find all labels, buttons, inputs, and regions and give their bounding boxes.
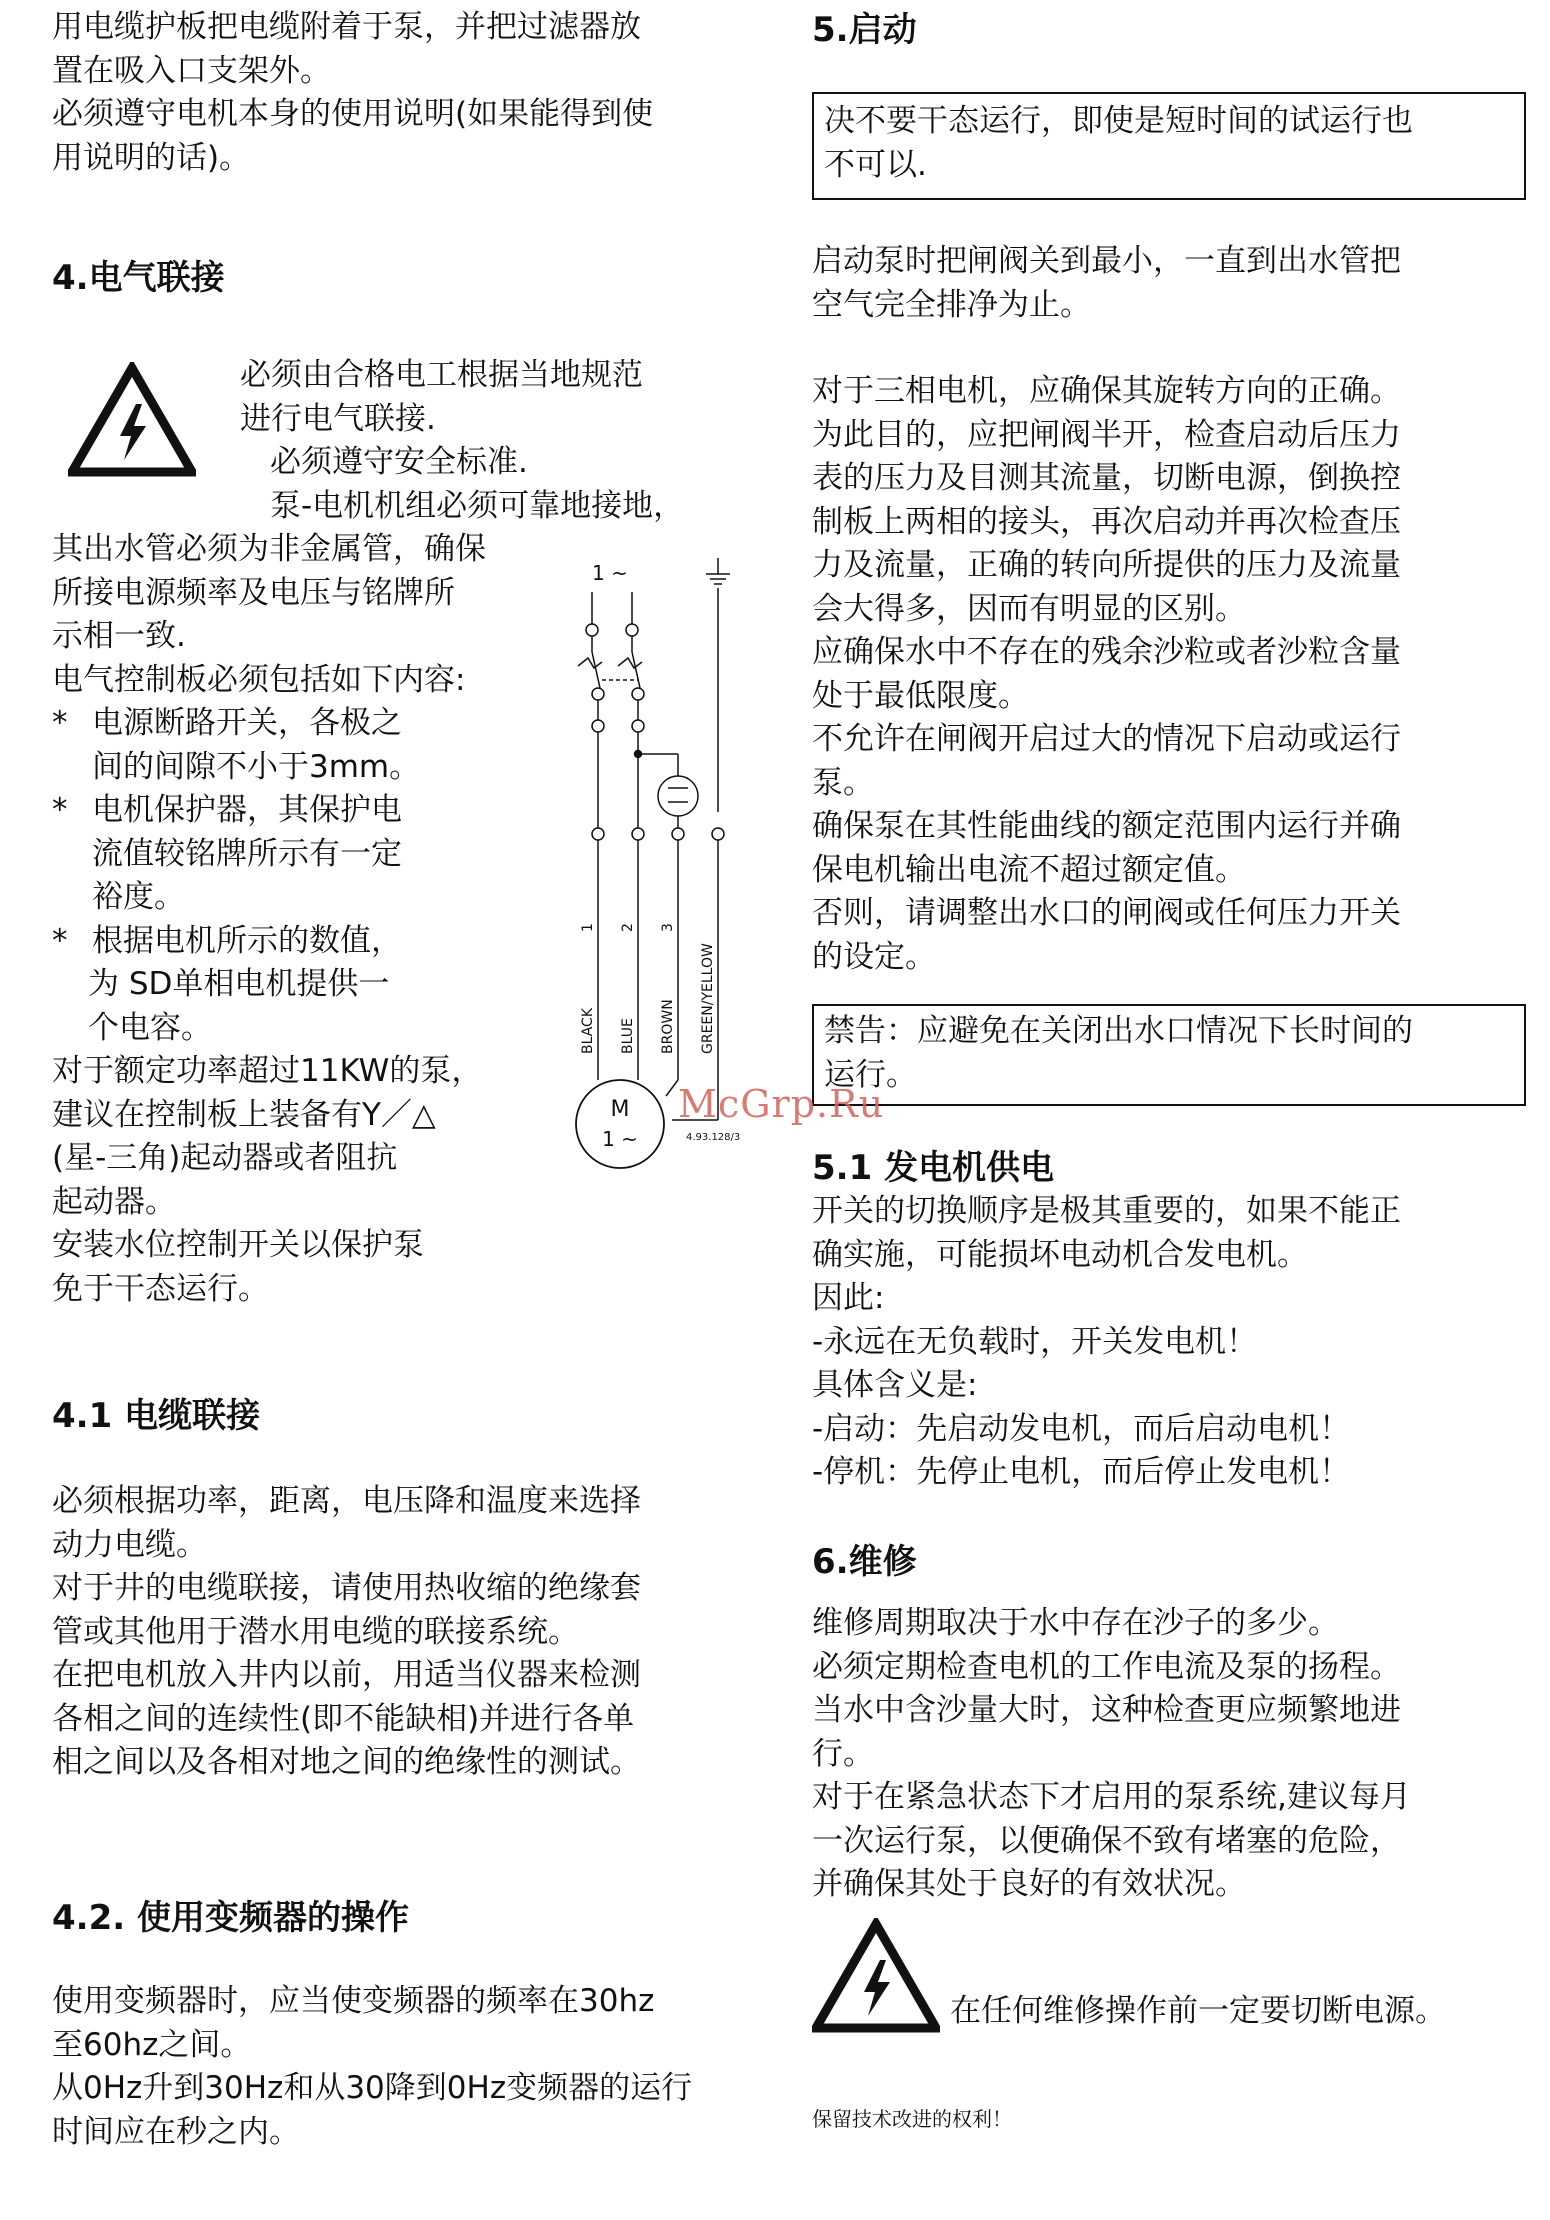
wire-number-2: 2 bbox=[620, 923, 636, 932]
text-line: 用电缆护板把电缆附着于泵，并把过滤器放 bbox=[52, 9, 641, 45]
section-6-title: 6.维修 bbox=[812, 1542, 917, 1582]
text-line: 对于额定功率超过11KW的泵， bbox=[52, 1053, 483, 1089]
maintenance-warning-text: 在任何维修操作前一定要切断电源。 bbox=[950, 1993, 1446, 2029]
bullet-item bbox=[52, 702, 486, 789]
section-4-1-body bbox=[52, 1480, 641, 1785]
text-line: 必须根据功率，距离，电压降和温度来选择 bbox=[52, 1483, 641, 1519]
text-line: 管或其他用于潜水用电缆的联接系统。 bbox=[52, 1613, 579, 1650]
text-line: 进行电气联接. bbox=[240, 400, 436, 437]
text-line: 对于在紧急状态下才启用的泵系统,建议每月 bbox=[812, 1779, 1411, 1815]
text-line: 其出水管必须为非金属管，确保 bbox=[52, 531, 486, 567]
closed-outlet-warning-box bbox=[812, 1004, 1526, 1106]
section-5-paragraph-2 bbox=[812, 370, 1401, 979]
capacitor-branch bbox=[598, 732, 698, 828]
motor-phase-label: 1 ~ bbox=[602, 1127, 638, 1151]
text-line: 使用变频器时，应当使变频器的频率在30hz bbox=[52, 1983, 655, 2019]
text-line: 决不要干态运行，即使是短时间的试运行也 bbox=[824, 103, 1413, 139]
supply-lines bbox=[592, 588, 718, 812]
text-line: 电机保护器，其保护电 bbox=[92, 792, 402, 828]
text-line: 启动泵时把闸阀关到最小，一直到出水管把 bbox=[812, 243, 1401, 279]
text-line: 一次运行泵，以便确保不致有堵塞的危险， bbox=[812, 1822, 1401, 1859]
text-line: 行。 bbox=[812, 1735, 874, 1772]
text-line: 电源断路开关，各极之 bbox=[92, 705, 402, 741]
section-5-title: 5.启动 bbox=[812, 10, 917, 50]
motor-symbol bbox=[576, 1080, 664, 1168]
text-line: 当水中含沙量大时，这种检查更应频繁地进 bbox=[812, 1692, 1401, 1728]
section-5-1-title: 5.1 发电机供电 bbox=[812, 1148, 1055, 1188]
section-4-title: 4.电气联接 bbox=[52, 258, 225, 298]
text-line: 安装水位控制开关以保护泵 bbox=[52, 1227, 424, 1263]
wire-label-green-yellow: GREEN/YELLOW bbox=[700, 943, 716, 1054]
text-line: 表的压力及目测其流量，切断电源，倒换控 bbox=[812, 460, 1401, 496]
text-line: 起动器。 bbox=[52, 1183, 176, 1220]
text-line: 处于最低限度。 bbox=[812, 677, 1029, 714]
text-line: 为此目的，应把闸阀半开，检查启动后压力 bbox=[812, 416, 1401, 453]
section-4-warning-text bbox=[240, 354, 684, 528]
text-line: 空气完全排净为止。 bbox=[812, 286, 1091, 323]
bullet-mark: * bbox=[52, 922, 68, 959]
text-line: 置在吸入口支架外。 bbox=[52, 52, 331, 89]
electric-hazard-icon bbox=[812, 1918, 940, 2034]
text-line: 必须遵守电机本身的使用说明(如果能得到使 bbox=[52, 96, 654, 132]
text-line: 对于三相电机，应确保其旋转方向的正确。 bbox=[812, 373, 1401, 409]
text-line: 不允许在闸阀开启过大的情况下启动或运行 bbox=[812, 721, 1401, 757]
wire-number-1: 1 bbox=[580, 923, 596, 932]
text-line: 禁告：应避免在关闭出水口情况下长时间的 bbox=[824, 1013, 1413, 1049]
text-line: 因此: bbox=[812, 1280, 885, 1316]
text-line: 间的间隙不小于3mm。 bbox=[92, 748, 421, 785]
wire-label-blue: BLUE bbox=[620, 1018, 636, 1054]
text-line: 各相之间的连续性(即不能缺相)并进行各单 bbox=[52, 1700, 635, 1737]
text-line: 在把电机放入井内以前，用适当仪器来检测 bbox=[52, 1657, 641, 1693]
text-line: 所接电源频率及电压与铭牌所 bbox=[52, 574, 455, 611]
text-line: 并确保其处于良好的有效状况。 bbox=[812, 1866, 1246, 1902]
section-5-paragraph-1 bbox=[812, 240, 1401, 327]
text-line: -永远在无负载时，开关发电机！ bbox=[812, 1323, 1258, 1360]
text-line: 运行。 bbox=[824, 1056, 917, 1093]
ground-symbol bbox=[706, 558, 730, 584]
text-line: 维修周期取决于水中存在沙子的多少。 bbox=[812, 1605, 1339, 1641]
text-line: 具体含义是: bbox=[812, 1367, 978, 1403]
text-line: 至60hz之间。 bbox=[52, 2026, 252, 2063]
text-line: 相之间以及各相对地之间的绝缘性的测试。 bbox=[52, 1744, 641, 1780]
bullet-mark: * bbox=[52, 705, 68, 741]
text-line: 否则，请调整出水口的闸阀或任何压力开关 bbox=[812, 895, 1401, 931]
text-line: (星-三角)起动器或者阻抗 bbox=[52, 1140, 398, 1176]
text-line: 个电容。 bbox=[88, 1009, 212, 1046]
bullet-item bbox=[52, 920, 486, 1051]
text-line: 的设定。 bbox=[812, 938, 936, 975]
breaker-switch bbox=[578, 636, 642, 720]
bullet-mark: * bbox=[52, 792, 68, 828]
supply-label: 1 ~ bbox=[592, 561, 628, 585]
wire-number-3: 3 bbox=[660, 923, 676, 932]
text-line: 动力电缆。 bbox=[52, 1526, 207, 1563]
text-line: 制板上两相的接头，再次启动并再次检查压 bbox=[812, 503, 1401, 540]
text-line: 力及流量，正确的转向所提供的压力及流量 bbox=[812, 547, 1401, 583]
text-line: 免于干态运行。 bbox=[52, 1270, 269, 1307]
text-line: 开关的切换顺序是极其重要的，如果不能正 bbox=[812, 1193, 1401, 1229]
text-line: 从0Hz升到30Hz和从30降到0Hz变频器的运行 bbox=[52, 2070, 693, 2106]
section-4-2-body bbox=[52, 1980, 692, 2154]
no-dry-run-warning-box bbox=[812, 92, 1526, 200]
section-4-body bbox=[52, 528, 486, 1311]
terminals-mid bbox=[592, 688, 644, 732]
text-line: 裕度。 bbox=[92, 879, 185, 915]
text-line: 对于井的电缆联接，请使用热收缩的绝缘套 bbox=[52, 1570, 641, 1606]
text-line: 必须由合格电工根据当地规范 bbox=[240, 357, 643, 393]
section-6-body bbox=[812, 1602, 1411, 1907]
text-line: 确保泵在其性能曲线的额定范围内运行并确 bbox=[812, 808, 1401, 844]
terminals-top bbox=[586, 624, 638, 636]
text-line: 为 SD单相电机提供一 bbox=[88, 966, 390, 1002]
text-line: 时间应在秒之内。 bbox=[52, 2113, 300, 2150]
text-line: 流值较铭牌所示有一定 bbox=[92, 835, 402, 872]
text-line: 示相一致. bbox=[52, 618, 186, 654]
wire-label-black: BLACK bbox=[580, 1007, 596, 1054]
section-5-1-body bbox=[812, 1190, 1401, 1495]
text-line: 保电机输出电流不超过额定值。 bbox=[812, 851, 1246, 888]
text-line: 建议在控制板上装备有Y／△ bbox=[52, 1096, 436, 1133]
text-line: 确实施，可能损坏电动机合发电机。 bbox=[812, 1236, 1308, 1273]
text-line: -启动：先启动发电机，而后启动电机！ bbox=[812, 1410, 1351, 1447]
wire-label-brown: BROWN bbox=[660, 999, 676, 1054]
motor-m-label: M bbox=[610, 1097, 630, 1122]
text-line: 泵-电机机组必须可靠地接地， bbox=[270, 487, 685, 524]
bullet-item bbox=[52, 789, 486, 920]
text-line: 不可以. bbox=[824, 146, 927, 183]
section-4-1-title: 4.1 电缆联接 bbox=[52, 1396, 261, 1436]
watermark: McGrp.Ru bbox=[678, 1082, 885, 1126]
text-line: 泵。 bbox=[812, 764, 874, 801]
text-line: 会大得多，因而有明显的区别。 bbox=[812, 590, 1246, 627]
text-line: 根据电机所示的数值， bbox=[92, 922, 402, 959]
footer-note: 保留技术改进的权利！ bbox=[812, 2107, 1012, 2131]
electric-hazard-icon bbox=[68, 362, 196, 478]
text-line: 必须定期检查电机的工作电流及泵的扬程。 bbox=[812, 1648, 1401, 1685]
section-4-2-title: 4.2. 使用变频器的操作 bbox=[52, 1898, 409, 1938]
text-line: 必须遵守安全标准. bbox=[270, 444, 528, 480]
intro-paragraph bbox=[52, 6, 653, 180]
text-line: 应确保水中不存在的残余沙粒或者沙粒含量 bbox=[812, 634, 1401, 670]
text-line: 电气控制板必须包括如下内容: bbox=[52, 661, 466, 698]
diagram-reference: 4.93.128/3 bbox=[686, 1132, 741, 1143]
text-line: -停机：先停止电机，而后停止发电机！ bbox=[812, 1454, 1351, 1490]
text-line: 用说明的话)。 bbox=[52, 139, 251, 176]
